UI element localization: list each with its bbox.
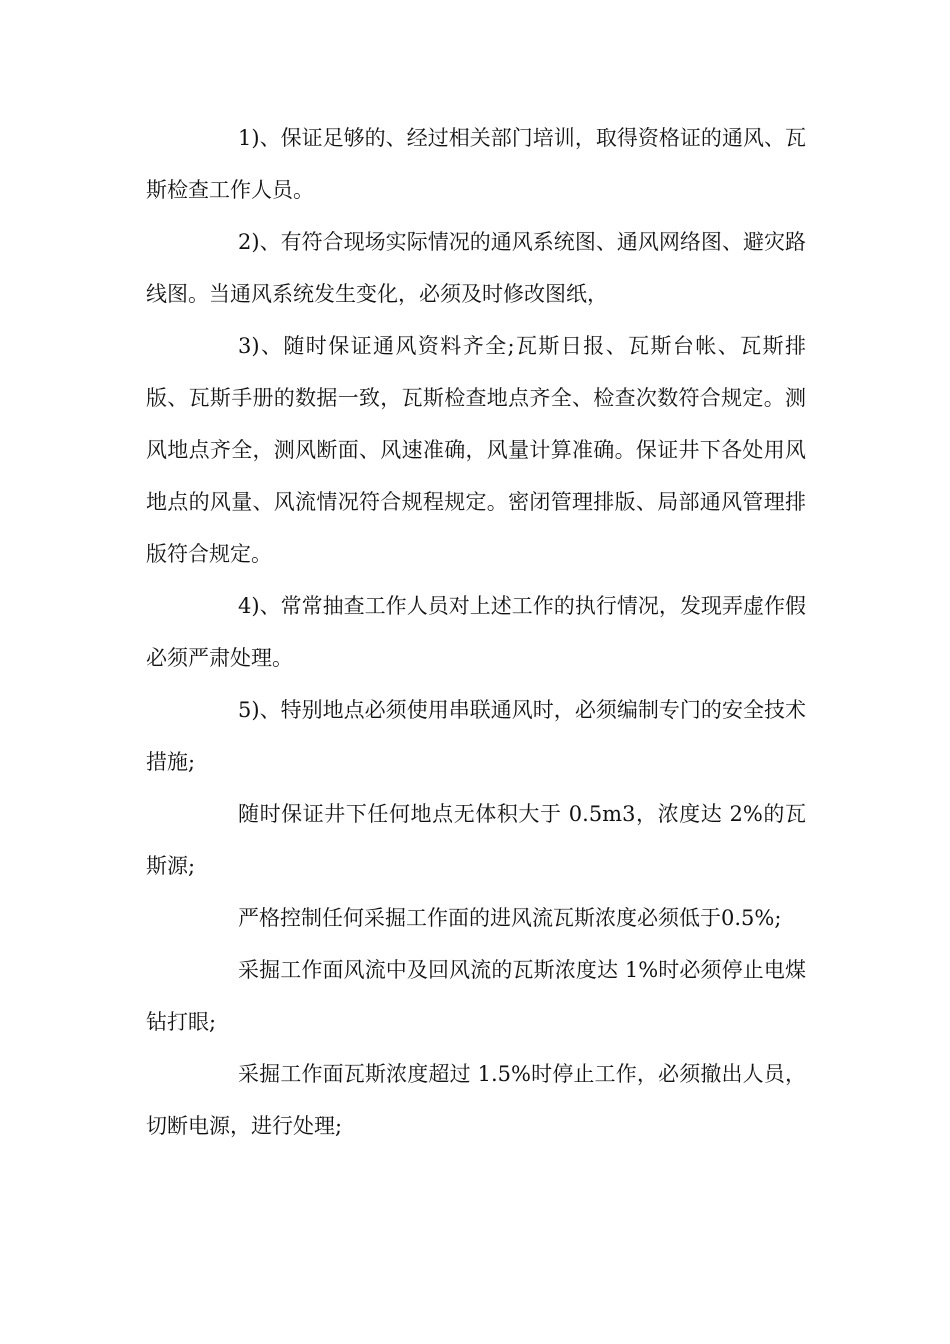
paragraph-4: 4)、常常抽查工作人员对上述工作的执行情况，发现弄虚作假必须严肃处理。 xyxy=(146,594,806,670)
paragraph-5: 5)、特别地点必须使用串联通风时，必须编制专门的安全技术措施; xyxy=(146,698,806,774)
paragraph-8: 采掘工作面风流中及回风流的瓦斯浓度达 1%时必须停止电煤钻打眼; xyxy=(146,958,806,1034)
paragraph-9: 采掘工作面瓦斯浓度超过 1.5%时停止工作，必须撤出人员，切断电源，进行处理; xyxy=(146,1062,806,1138)
paragraph-1: 1)、保证足够的、经过相关部门培训，取得资格证的通风、瓦斯检查工作人员。 xyxy=(146,126,806,202)
paragraph-2: 2)、有符合现场实际情况的通风系统图、通风网络图、避灾路线图。当通风系统发生变化，必须及时修改图纸， xyxy=(146,230,806,306)
document-page xyxy=(146,112,806,1152)
paragraph-3: 3)、随时保证通风资料齐全;瓦斯日报、瓦斯台帐、瓦斯排版、瓦斯手册的数据一致，瓦斯检查地点齐全、检查次数符合规定。测风地点齐全，测风断面、风速准确，风量计算准确。保证井下各处用风地点的风量、风流情况符合规程规定。密闭管理排版、局部通风管理排版符合规定。 xyxy=(146,334,806,566)
paragraph-7: 严格控制任何采掘工作面的进风流瓦斯浓度必须低于0.5%; xyxy=(238,906,782,930)
paragraph-6: 随时保证井下任何地点无体积大于 0.5m3，浓度达 2%的瓦斯源; xyxy=(146,802,806,878)
